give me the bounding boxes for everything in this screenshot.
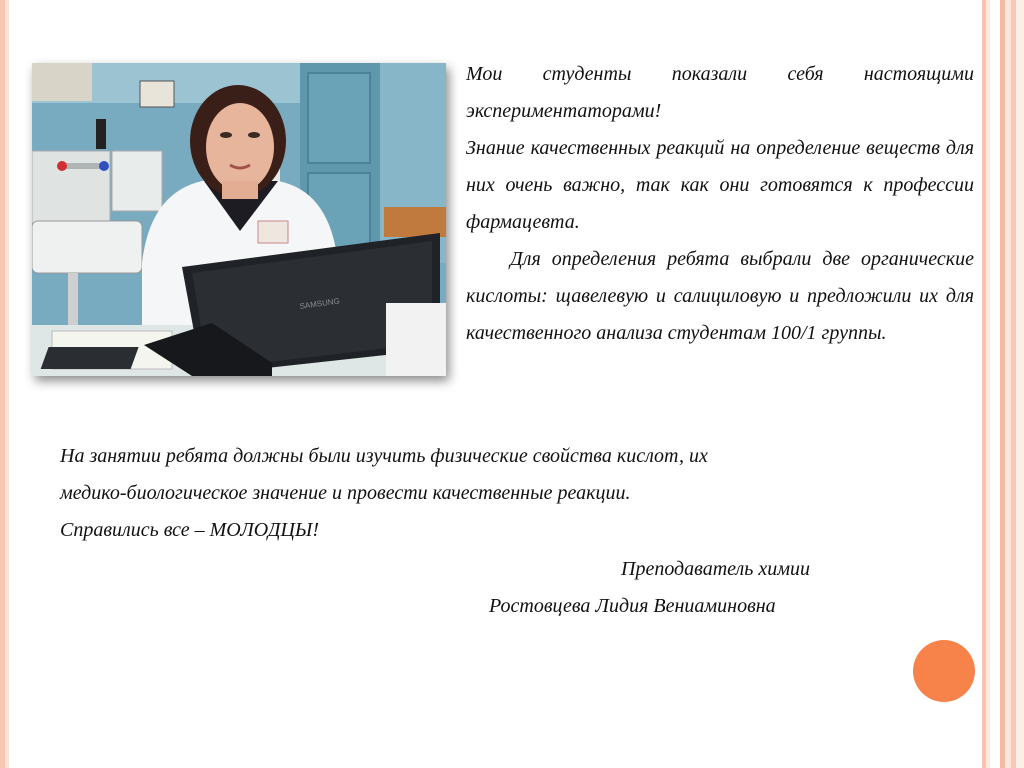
main-sentence-3: Для определения ребята выбрали две органические кислоты: щавелевую и салициловую и предложили их для качественного анализа студентам 100/1 группы. bbox=[466, 248, 974, 344]
decorative-orange-circle bbox=[913, 640, 975, 702]
main-paragraph bbox=[466, 56, 974, 352]
lower-paragraph bbox=[60, 438, 930, 549]
lower-line-2: медико-биологическое значение и провести качественные реакции. bbox=[60, 482, 631, 504]
left-decorative-border bbox=[0, 0, 9, 768]
signature-name: Ростовцева Лидия Вениаминовна bbox=[489, 595, 776, 617]
main-sentence-2: Знание качественных реакций на определение веществ для них очень важно, так как они готовятся к профессии фармацевта. bbox=[466, 137, 974, 233]
signature-role: Преподаватель химии bbox=[621, 558, 811, 580]
teacher-photo bbox=[32, 63, 446, 376]
lower-line-1: На занятии ребята должны были изучить физические свойства кислот, их bbox=[60, 445, 708, 467]
lower-line-3: Справились все – МОЛОДЦЫ! bbox=[60, 519, 319, 541]
main-sentence-1: Мои студенты показали себя настоящими экспериментаторами! bbox=[466, 63, 974, 122]
right-decorative-border bbox=[978, 0, 1024, 768]
laptop-brand-label: SAMSUNG bbox=[299, 296, 341, 311]
